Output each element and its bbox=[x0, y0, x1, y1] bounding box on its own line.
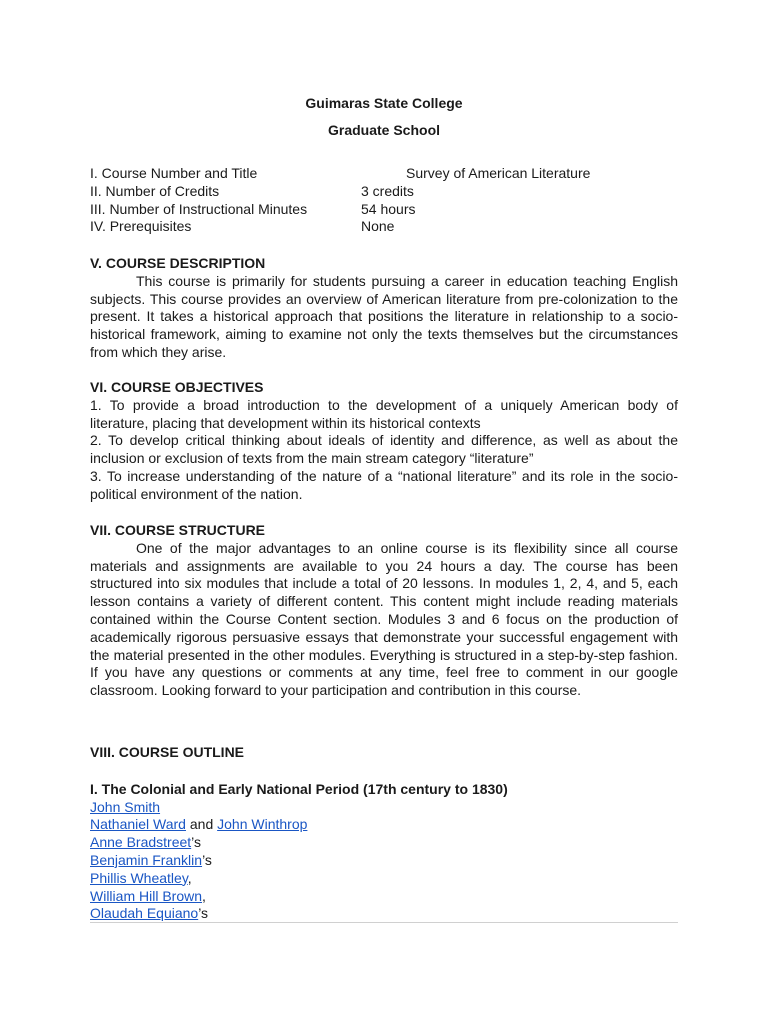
author-line bbox=[90, 834, 678, 852]
description-paragraph: This course is primarily for students pursuing a career in education teaching English subjects. This course provides an overview of American literature from pre-colonization to the present. It takes a historical approach that positions the literature in relationship to a socio-historical framework, aiming to examine not only the texts themselves but the circumstances from which they arise. bbox=[90, 272, 678, 360]
author-suffix: , bbox=[202, 887, 206, 904]
author-suffix: ’s bbox=[191, 834, 202, 851]
author-line bbox=[90, 870, 678, 888]
author-suffix: ’s bbox=[202, 851, 212, 868]
section-heading: VIII. COURSE OUTLINE bbox=[90, 744, 245, 760]
school-name: Graduate School bbox=[327, 122, 441, 138]
author-link-nathaniel-ward[interactable]: Nathaniel Ward bbox=[90, 816, 186, 833]
objective-item: 3. To increase understanding of the nature of a “national literature” and its role in the socio-political environment of the nation. bbox=[90, 467, 678, 502]
objective-item: 2. To develop critical thinking about ideals of identity and difference, as well as about the inclusion or exclusion of texts from the main stream category “literature” bbox=[90, 432, 678, 467]
section-heading: VI. COURSE OBJECTIVES bbox=[90, 379, 264, 395]
author-suffix: ’s bbox=[198, 905, 209, 922]
info-label: III. Number of Instructional Minutes bbox=[90, 200, 308, 217]
info-row-credits bbox=[90, 183, 678, 201]
info-value: None bbox=[361, 218, 395, 235]
author-link-john-smith[interactable]: John Smith bbox=[90, 798, 161, 815]
author-link-olaudah-equiano[interactable]: Olaudah Equiano bbox=[90, 905, 199, 922]
info-value: Survey of American Literature bbox=[406, 165, 591, 181]
author-link-william-hill-brown[interactable]: William Hill Brown bbox=[90, 887, 203, 904]
college-name: Guimaras State College bbox=[305, 95, 463, 111]
author-link-benjamin-franklin[interactable]: Benjamin Franklin bbox=[90, 851, 203, 868]
author-suffix: , bbox=[187, 869, 192, 886]
section-heading: VII. COURSE STRUCTURE bbox=[90, 522, 266, 538]
info-row-title bbox=[90, 165, 678, 183]
course-structure-section bbox=[90, 522, 678, 700]
course-objectives-section bbox=[90, 379, 678, 504]
info-label: I. Course Number and Title bbox=[90, 165, 258, 181]
objective-item: 1. To provide a broad introduction to the development of a uniquely American body of literature, placing that development within its historical contexts bbox=[90, 396, 678, 431]
period-heading: I. The Colonial and Early National Period (17th century to 1830) bbox=[90, 780, 508, 797]
info-row-minutes bbox=[90, 201, 678, 219]
course-outline-section bbox=[90, 744, 678, 923]
info-label: IV. Prerequisites bbox=[90, 218, 192, 235]
course-description-section bbox=[90, 255, 678, 362]
author-link-phillis-wheatley[interactable]: Phillis Wheatley bbox=[90, 869, 188, 886]
structure-paragraph: One of the major advantages to an online course is its flexibility since all course materials and assignments are available to you 24 hours a day. The course has been structured into six modules that include a total of 20 lessons. In modules 1, 2, 4, and 5, each lesson contains a variety of different content. This content might include reading materials contained within the Course Content section. Modules 3 and 6 focus on the production of academically rigorous persuasive essays that demonstrate your successful engagement with the material presented in the other modules. Everything is structured in a step-by-step fashion. If you have any questions or comments at any time, feel free to comment in our google classroom. Looking forward to your participation and contribution in this course. bbox=[90, 539, 678, 699]
course-info bbox=[90, 165, 678, 236]
author-line bbox=[90, 799, 678, 817]
author-line bbox=[90, 888, 678, 906]
info-row-prerequisites bbox=[90, 218, 678, 236]
info-value: 3 credits bbox=[361, 182, 414, 199]
page-divider bbox=[90, 922, 678, 923]
section-heading: V. COURSE DESCRIPTION bbox=[90, 255, 266, 271]
author-link-john-winthrop[interactable]: John Winthrop bbox=[217, 816, 308, 833]
author-link-anne-bradstreet[interactable]: Anne Bradstreet bbox=[90, 834, 192, 851]
author-line bbox=[90, 905, 678, 923]
info-value: 54 hours bbox=[361, 200, 416, 217]
author-connector: and bbox=[185, 816, 218, 833]
author-line bbox=[90, 852, 678, 870]
author-line bbox=[90, 816, 678, 834]
info-label: II. Number of Credits bbox=[90, 182, 220, 199]
